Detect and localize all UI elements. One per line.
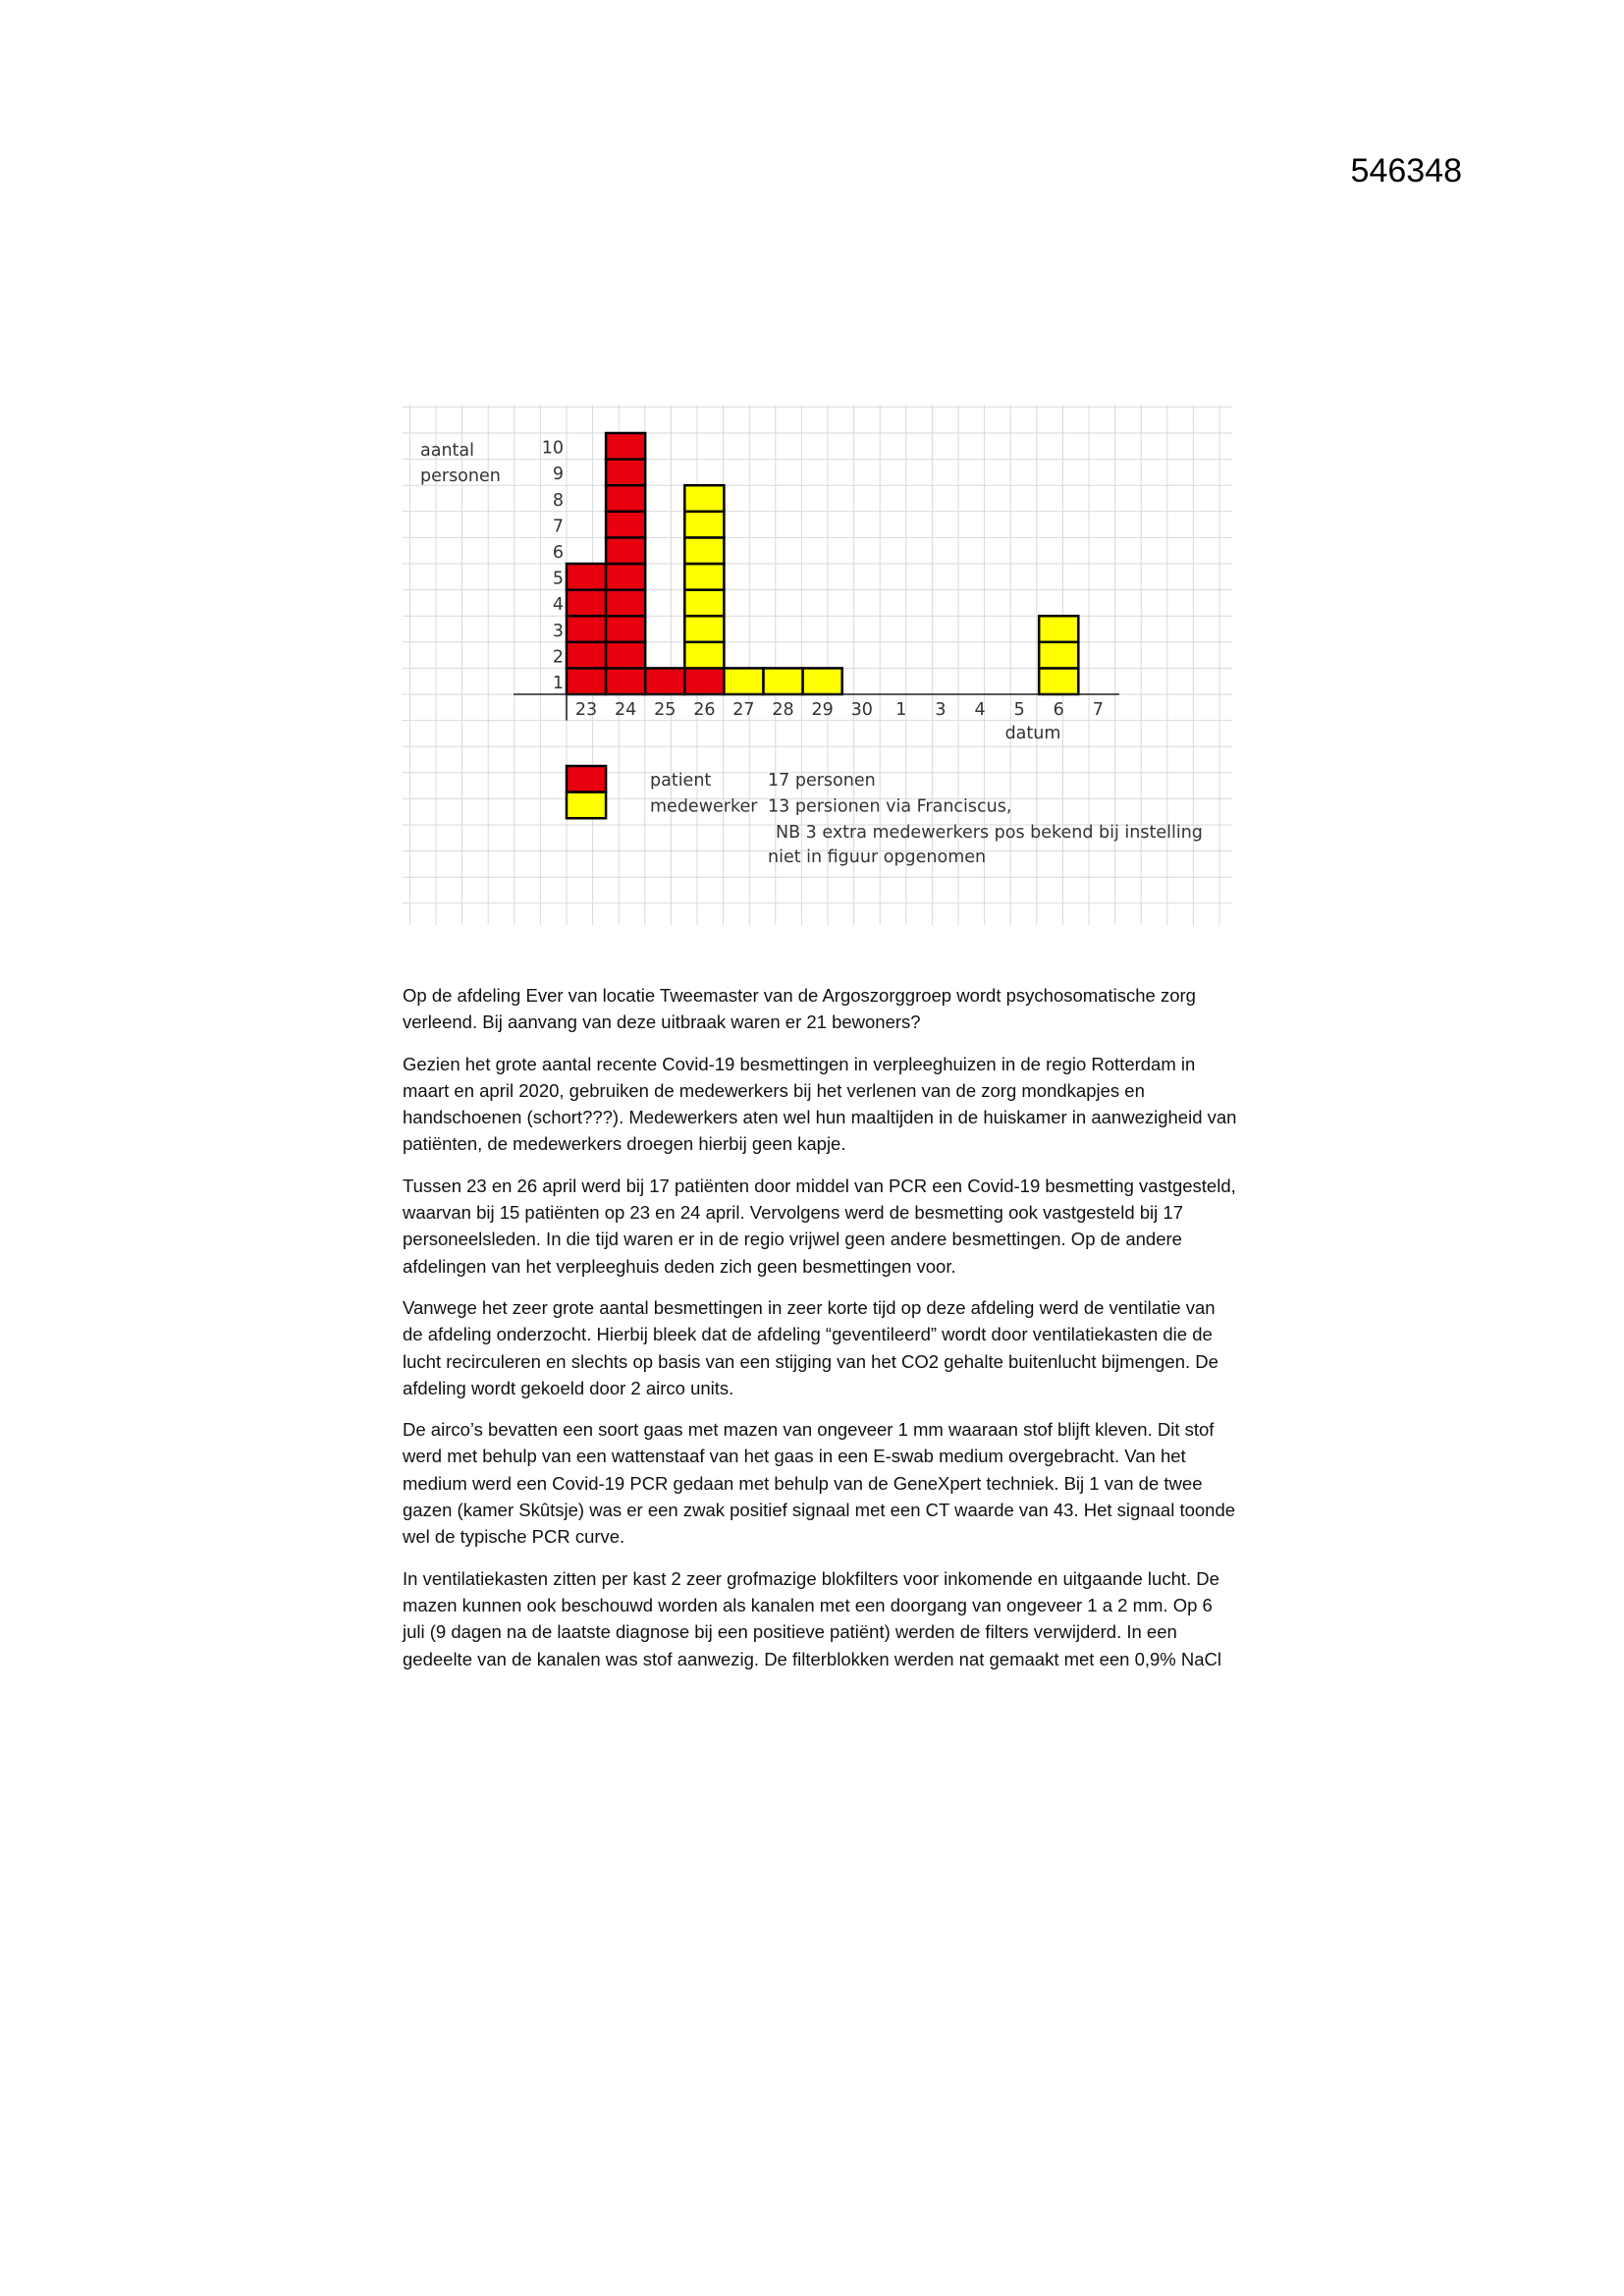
legend-label: patient: [650, 771, 712, 791]
x-tick-label: 3: [935, 700, 947, 720]
x-tick-label: 30: [850, 700, 873, 720]
legend-note: 13 persionen via Franciscus,: [768, 796, 1012, 817]
x-tick-label: 23: [574, 700, 598, 720]
y-tick-label: 6: [552, 543, 564, 563]
legend-note: 17 personen: [768, 771, 876, 791]
x-tick-label: 1: [895, 700, 907, 720]
x-tick-label: 26: [693, 700, 716, 720]
legend-label: medewerker: [650, 796, 758, 817]
bar-block-patient: [567, 668, 606, 694]
y-tick-label: 1: [552, 674, 564, 693]
bar-block-patient: [606, 537, 645, 564]
x-tick-label: 27: [732, 700, 755, 720]
bar-block-medewerker: [684, 616, 724, 642]
bar-block-patient: [645, 668, 684, 694]
bar-block-patient: [606, 590, 645, 617]
bar-block-medewerker: [684, 590, 724, 617]
bar-block-patient: [606, 616, 645, 642]
bar-block-patient: [606, 460, 645, 486]
paragraph-5: De airco’s bevatten een soort gaas met mazen van ongeveer 1 mm waaraan stof blijft kleven. Dit stof werd met behulp van een wattenstaaf van het gaas in een E-swab medium overgebracht. Van het medium werd een Covid-19 PCR gedaan met behulp van de GeneXpert techniek. Bij 1 van de twee gazen (kamer Skûtsje) was er een zwak positief signaal met een CT waarde van 43. Het signaal toonde wel de typische PCR curve.: [403, 1419, 1236, 1548]
bar-block-patient: [606, 564, 645, 590]
bar-block-patient: [684, 668, 724, 694]
bar-block-patient: [606, 485, 645, 512]
legend-swatch-medewerker: [567, 793, 606, 819]
bar-block-medewerker: [684, 512, 724, 538]
bar-block-medewerker: [803, 668, 842, 694]
bar-block-patient: [606, 433, 645, 460]
y-axis-label: personen: [420, 466, 501, 486]
y-tick-label: 9: [552, 465, 564, 485]
y-tick-label: 10: [541, 438, 564, 459]
chart-legend: [567, 766, 1203, 867]
x-tick-label: 28: [772, 700, 794, 720]
legend-footnote: NB 3 extra medewerkers pos bekend bij instelling: [776, 823, 1203, 844]
x-tick-label: 5: [1013, 700, 1025, 720]
bar-block-medewerker: [1039, 642, 1078, 669]
case-histogram: [0, 0, 1624, 962]
paragraph-3: Tussen 23 en 26 april werd bij 17 patiënten door middel van PCR een Covid-19 besmetting vastgesteld, waarvan bij 15 patiënten op 23 en 24 april. Vervolgens werd de besmetting ook vastgesteld bij 17 personeelsleden. In die tijd waren er in de regio vrijwel geen andere besmettingen. Op de andere afdelingen van het verpleeghuis deden zich geen besmettingen voor.: [403, 1175, 1236, 1277]
paragraph-2: Gezien het grote aantal recente Covid-19 besmettingen in verpleeghuizen in de regio Rotterdam in maart en april 2020, gebruiken de medewerkers bij het verlenen van de zorg mondkapjes en handschoenen (schort???). Medewerkers aten wel hun maaltijden in de huiskamer in aanwezigheid van patiënten, de medewerkers droegen hierbij geen kapje.: [403, 1053, 1237, 1155]
x-tick-label: 24: [615, 700, 637, 720]
legend-swatch-patient: [567, 766, 606, 793]
bar-block-medewerker: [1039, 616, 1078, 642]
bar-block-patient: [606, 642, 645, 669]
y-tick-label: 2: [552, 647, 564, 668]
bar-block-medewerker: [684, 485, 724, 512]
bar-block-patient: [567, 616, 606, 642]
x-tick-label: 25: [654, 700, 677, 720]
legend-footnote: niet in figuur opgenomen: [768, 847, 987, 867]
bar-block-medewerker: [764, 668, 803, 694]
y-axis-label: aantal: [420, 441, 474, 461]
bar-block-medewerker: [724, 668, 763, 694]
x-tick-label: 29: [811, 700, 834, 720]
x-axis-label: datum: [1004, 724, 1061, 743]
paragraph-4: Vanwege het zeer grote aantal besmettingen in zeer korte tijd op deze afdeling werd de ventilatie van de afdeling onderzocht. Hierbij bleek dat de afdeling “geventileerd” wordt door ventilatiekasten die de lucht recirculeren en slechts op basis van een stijging van het CO2 gehalte buitenlucht bijmengen. De afdeling wordt gekoeld door 2 airco units.: [403, 1296, 1218, 1398]
y-tick-label: 4: [552, 595, 564, 616]
bar-block-patient: [606, 668, 645, 694]
bar-block-medewerker: [1039, 668, 1078, 694]
y-tick-label: 8: [552, 490, 564, 511]
bar-block-patient: [567, 642, 606, 669]
x-tick-label: 7: [1092, 700, 1104, 720]
bar-block-patient: [567, 564, 606, 590]
bar-block-medewerker: [684, 537, 724, 564]
y-tick-label: 5: [552, 569, 564, 589]
chart-labels: [420, 439, 1104, 743]
x-tick-label: 6: [1053, 700, 1064, 720]
bar-block-medewerker: [684, 564, 724, 590]
bar-block-patient: [606, 512, 645, 538]
y-tick-label: 3: [552, 621, 564, 641]
document-number: 546348: [1350, 152, 1462, 190]
paragraph-6: In ventilatiekasten zitten per kast 2 zeer grofmazige blokfilters voor inkomende en uitgaande lucht. De mazen kunnen ook beschouwd worden als kanalen met een doorgang van ongeveer 1 a 2 mm. Op 6 juli (9 dagen na de laatste diagnose bij een positieve patiënt) werden de filters verwijderd. In een gedeelte van de kanalen was stof aanwezig. De filterblokken werden nat gemaakt met een 0,9% NaCl: [403, 1567, 1222, 1669]
y-tick-label: 7: [552, 517, 564, 537]
paragraph-1: Op de afdeling Ever van locatie Tweemaster van de Argoszorggroep wordt psychosomatische zorg verleend. Bij aanvang van deze uitbraak waren er 21 bewoners?: [403, 985, 1196, 1033]
body-text: [403, 982, 1237, 1687]
bar-block-medewerker: [684, 642, 724, 669]
x-tick-label: 4: [974, 700, 986, 720]
bar-block-patient: [567, 590, 606, 617]
